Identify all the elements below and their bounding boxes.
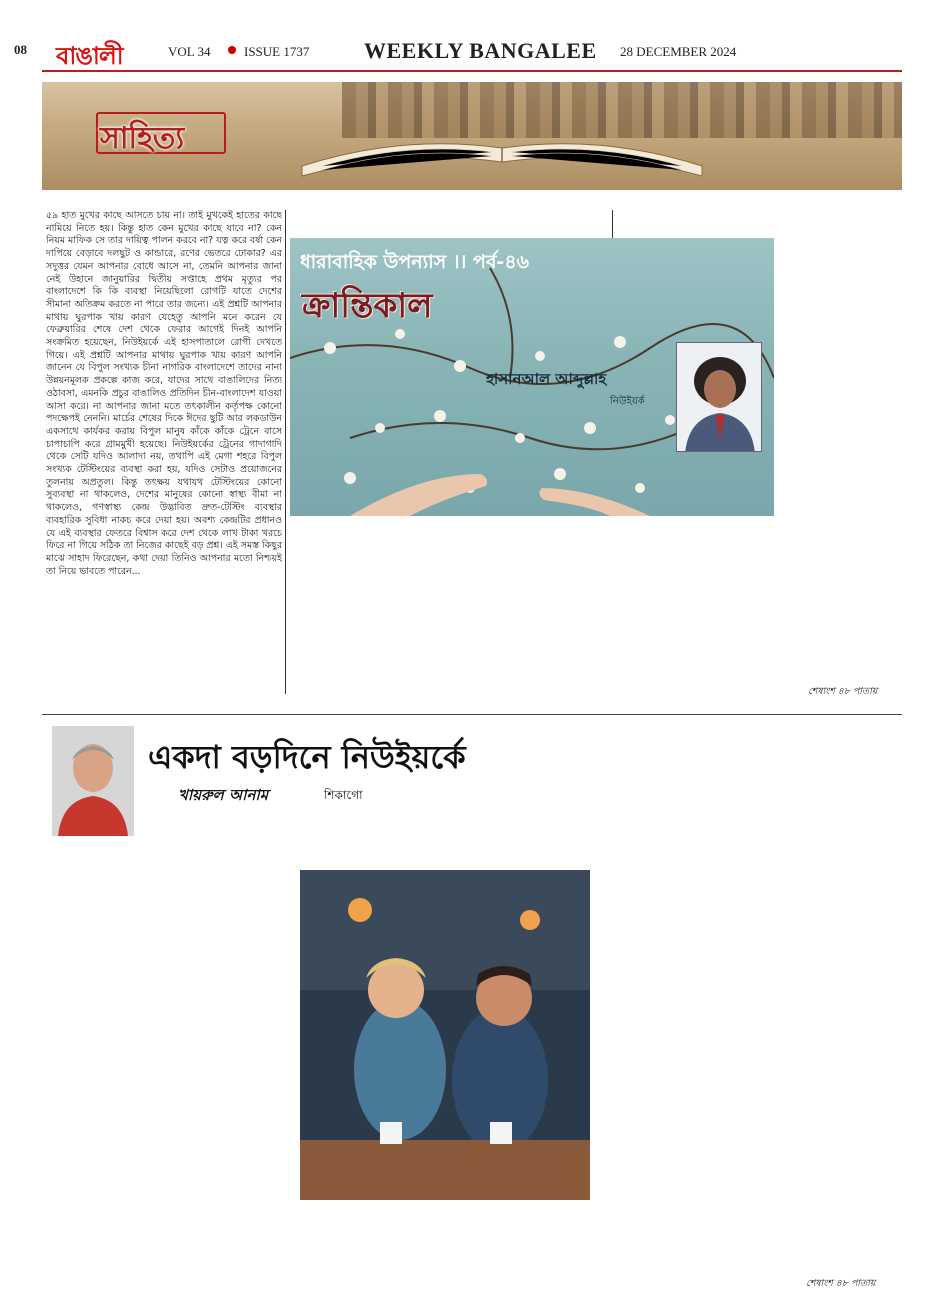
article2-column-3 bbox=[600, 836, 900, 1276]
page-header bbox=[0, 0, 945, 72]
logo-wordmark: বাঙালী bbox=[56, 42, 123, 70]
publication-logo bbox=[56, 34, 148, 70]
article-column-1: ৫৯ হাত মুখের কাছে আসতে চায় না। তাই মুখকেই হাতের কাছে নামিয়ে নিতে হয়। কিন্তু হাত কেন মুখের কাছে যাবে না? কেন নিয়ম মাফিক সে তার দায়িত্ব পালন করবে না? যত্ন করে বর্ষা কেন দাপিয়ে বেড়াবে দলছুট ও কান্ডারে, রণের ভেতরে ঢোকার? এর সদুত্তর যেমন আপনার বোধে আসে না, তেমনি আপনার জানা নেই উহানে জানুয়ারির দ্বিতীয় সপ্তাহে প্রথম মৃত্যুর পর বাংলাদেশে কি কি ব্যবস্থা নিয়েছিলো রোগটি যাতে দেশের সীমানা অতিক্রম করতে না পারে তার জন্যে। এই প্রশ্নটি আপনার মাথায় ঘুরপাক খায় কারণ যেহেতু আপনি মনে করেন যে ফেব্রুয়ারির শেষে দেশ থেকে ফেরার আগেই দিনই আপনি সংক্রমিত হয়েছেন, নিউইয়র্কে এই হাসপাতালে রোগী দেখতে গিয়ে। এই প্রশ্নটি আপনার মাথায় ঘুরপাক খায় কারণ আপনি জানেন যে বিপুল সংখ্যক চীনা নাগরিক বাংলাদেশে তাদের নানা উন্নয়নমূলক প্রকল্পে কাজ করে, যাদের সাথে বাঙালিদের নিত্য ওঠাবসা, এমনকি প্রচুর বাঙালিও প্রতিদিন চীন-বাংলাদেশ যাওয়া আসা করে। না আপনার জানা মতে তৎকালীন কর্তৃপক্ষ কোনো পদক্ষেপই নেননি। মার্চের শেষের দিকে ঈদের ছুটি আর লকডাউন একসাথে কার্যকর করায় বিপুল মানুষ কাঁকে কাঁকে ট্রেনে বাসে চাপাচাপি করে গ্রামমুখী হয়েছে। নিউইয়র্কের ট্রেনের গাদাগাদি থেকে সেটি যদিও আলাদা নয়, তথাপি এই মেগা শহরে বিপুল সংখ্যক টেস্টিংয়ের ব্যবস্থা করা হয়, যদিও সেটাও প্রয়োজনের তুলনায় অপ্রতুল। কিন্তু তৎক্ষয় যথাযথ টেস্টিংয়ের কোনো সুব্যবস্থা না থাকলেও, দেশের মানুষের কোনো স্বাস্থ্য বীমা না থাকলেও, গণস্বাস্থ্য কেন্দ্র উদ্ভাবিত দ্রুত-টেস্টিং ব্যবস্থার ব্যবহারিক সুবিধা নাকচ করে দেয়া হয়। অবশ্য কেন্দ্রটির প্রধানও যে এই ব্যবস্থার ফেতরে বিশ্বাস করে দেশ থেকে লাখ টাকা খরচে ফিরে না গিয়ে সঠিক তা নিজের কাছেই বড় প্রশ্ন। এই সমস্ত কিছুর মাঝে সাহাদ ফিরেছেন, কথা দেয়া তিনিও আপনার মতো নিশ্চয়ই তা নিয়ে ভাবতে পারেন... bbox=[46, 210, 282, 577]
article-column-2-lower bbox=[290, 520, 610, 696]
section-banner bbox=[42, 82, 902, 190]
author-photo bbox=[676, 342, 762, 452]
publication-name: WEEKLY BANGALEE bbox=[364, 38, 597, 63]
serial-author-place: নিউইয়র্ক bbox=[610, 396, 645, 407]
article2-column-1 bbox=[148, 836, 302, 1276]
column-divider bbox=[612, 210, 613, 238]
separator-dot bbox=[228, 46, 236, 54]
page-number: 08 bbox=[14, 42, 27, 57]
open-book-image bbox=[292, 126, 712, 180]
cafe-illustration bbox=[300, 870, 590, 1200]
continuation-note: শেষাংশ ৪৮ পাতায় bbox=[806, 1278, 876, 1289]
article-author-place: শিকাগো bbox=[324, 788, 363, 802]
article-column-3-lower bbox=[618, 500, 900, 696]
volume-label: VOL 34 bbox=[168, 44, 211, 59]
header-rule bbox=[42, 70, 902, 72]
serial-author: হাসানআল আব্দুল্লাহ bbox=[486, 370, 607, 388]
article-separator bbox=[42, 714, 902, 715]
article-title: একদা বড়দিনে নিউইয়র্কে bbox=[148, 738, 466, 776]
author-photo bbox=[52, 726, 134, 836]
issue-date: 28 DECEMBER 2024 bbox=[620, 44, 737, 59]
serial-label: ধারাবাহিক উপন্যাস ।। পর্ব-৪৬ bbox=[300, 251, 529, 273]
continuation-note: শেষাংশ ৪৮ পাতায় bbox=[808, 686, 878, 697]
serial-title: ক্রান্তিকাল bbox=[302, 286, 433, 326]
issue-label: ISSUE 1737 bbox=[244, 44, 310, 59]
article2-column-2-top bbox=[306, 836, 596, 866]
column-divider bbox=[285, 210, 286, 694]
section-title: সাহিত্য bbox=[100, 121, 185, 156]
article-author: খায়রুল আনাম bbox=[178, 786, 269, 804]
